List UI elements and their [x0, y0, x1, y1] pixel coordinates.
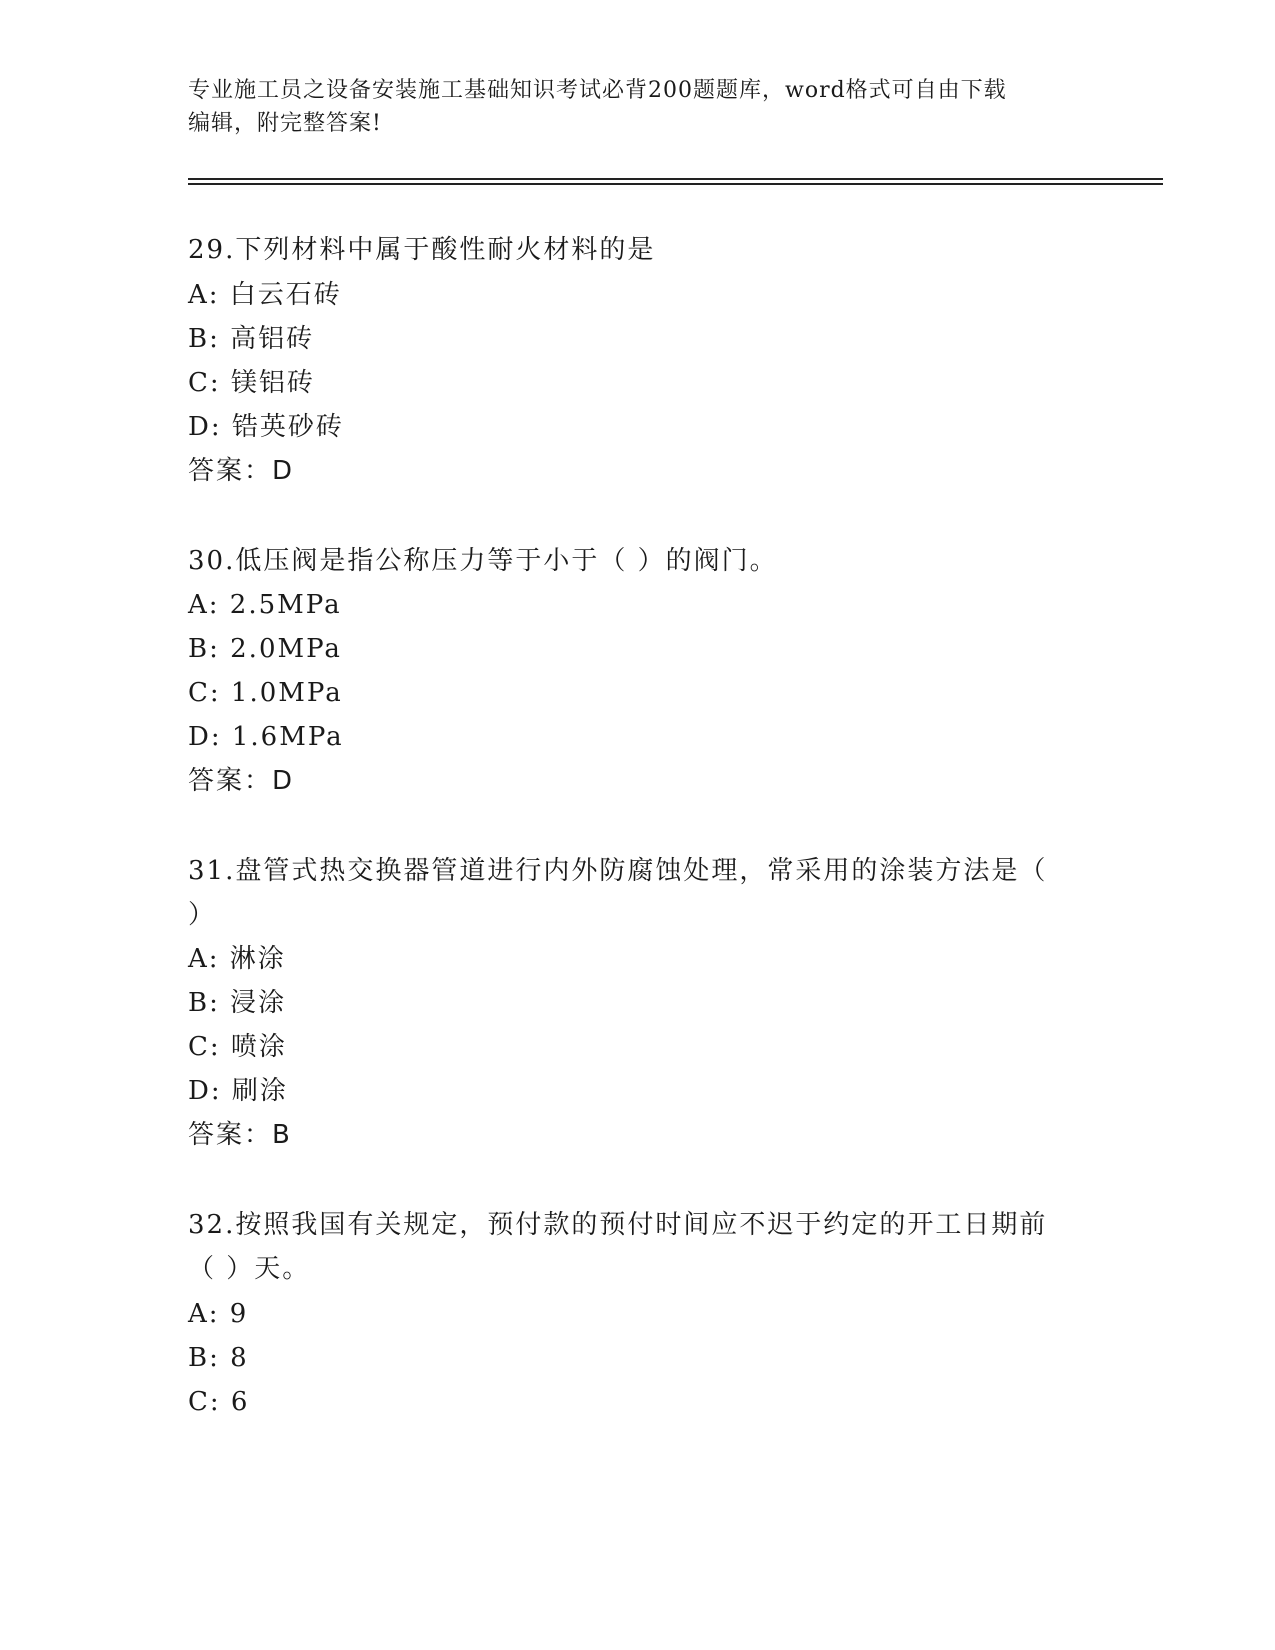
header-line-2: 编辑，附完整答案! — [188, 111, 382, 136]
question-29-option-d: D: 锆英砂砖 — [188, 412, 344, 442]
question-29-option-b: B: 高铝砖 — [188, 324, 315, 354]
question-32-stem: 32.按照我国有关规定，预付款的预付时间应不迟于约定的开工日期前 — [188, 1210, 1048, 1240]
question-31-answer: 答案：B — [188, 1120, 292, 1150]
question-32-option-c: C: 6 — [188, 1387, 250, 1417]
question-32-option-a: A: 9 — [188, 1299, 249, 1329]
header-line-1: 专业施工员之设备安装施工基础知识考试必背200题题库，word格式可自由下载 — [188, 78, 1007, 103]
question-31-option-c: C: 喷涂 — [188, 1032, 287, 1062]
question-30-option-a: A: 2.5MPa — [188, 590, 342, 620]
question-32-stem-continued: （ ）天。 — [188, 1254, 311, 1284]
question-31-option-d: D: 刷涂 — [188, 1076, 288, 1106]
question-31-stem: 31.盘管式热交换器管道进行内外防腐蚀处理，常采用的涂装方法是（ — [188, 856, 1048, 886]
question-30-answer: 答案：D — [188, 766, 295, 796]
question-30-option-c: C: 1.0MPa — [188, 678, 343, 708]
question-31-option-b: B: 浸涂 — [188, 988, 287, 1018]
question-30-option-b: B: 2.0MPa — [188, 634, 342, 664]
question-32-option-b: B: 8 — [188, 1343, 249, 1373]
question-30-option-d: D: 1.6MPa — [188, 722, 344, 752]
question-29-option-a: A: 白云石砖 — [188, 280, 342, 310]
header-divider-bottom — [188, 183, 1163, 185]
question-29-stem: 29.下列材料中属于酸性耐火材料的是 — [188, 235, 656, 265]
question-29-answer: 答案：D — [188, 456, 295, 486]
header-divider-top — [188, 178, 1163, 180]
question-29-option-c: C: 镁铝砖 — [188, 368, 315, 398]
document-header — [188, 74, 1068, 140]
question-31-stem-continued: ） — [188, 900, 217, 930]
question-30-stem: 30.低压阀是指公称压力等于小于（ ）的阀门。 — [188, 546, 778, 576]
question-31-option-a: A: 淋涂 — [188, 944, 286, 974]
